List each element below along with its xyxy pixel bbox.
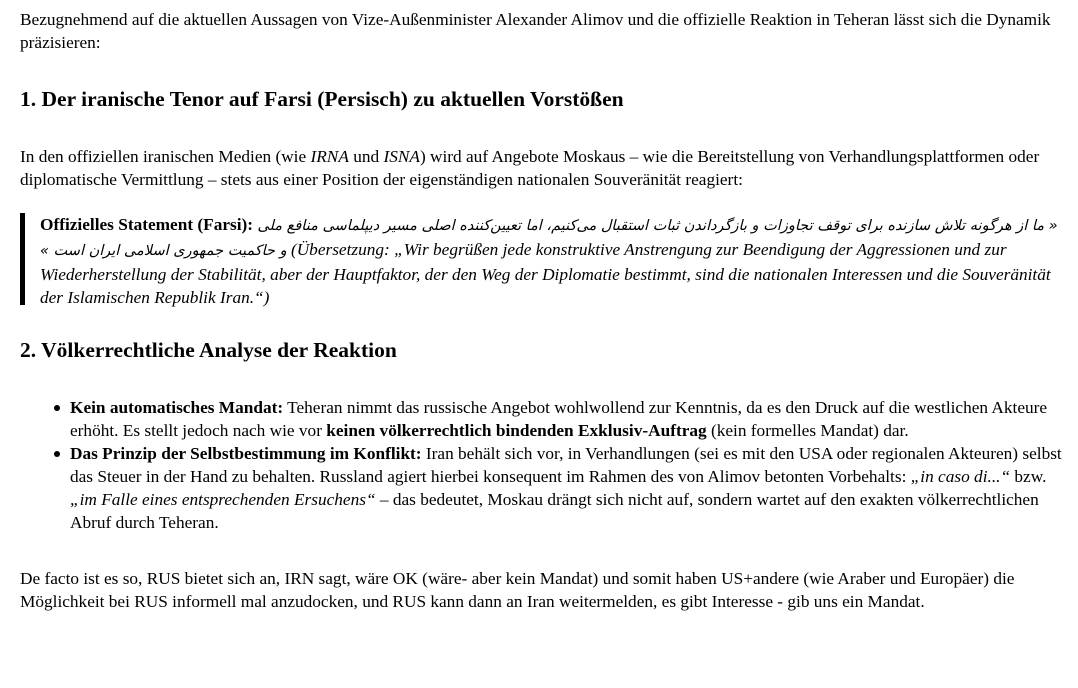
list-item-text: Teheran nimmt das russische Angebot wohlwollend zur Kenntnis, da es den Druck auf die westlichen Akteure erhöht. Es stellt jedoch nach wie vor — [70, 398, 1048, 440]
list-item-title: Kein automatisches Mandat: — [70, 398, 284, 417]
section1-heading: 1. Der iranische Tenor auf Farsi (Persisch) zu aktuellen Vorstößen — [20, 87, 624, 111]
farsi-statement: « ما از هرگونه تلاش سازنده برای توقف تجاوزات و بازگرداندن ثبات استقبال می‌کنیم، اما تعیین‌کننده اصلی مسیر دیپلماسی منافع ملی و حاکمیت جمهوری اسلامی ایران است » — [40, 218, 1058, 259]
intro-paragraph: Bezugnehmend auf die aktuellen Aussagen von Vize-Außenminister Alexander Alimov und die offizielle Reaktion in Teheran lässt sich die Dynamik präzisieren: — [20, 10, 1051, 52]
irna-name: IRNA — [310, 147, 349, 166]
list-item-text: bzw. — [1010, 467, 1047, 486]
list-item-text: (kein formelles Mandat) dar. — [706, 421, 909, 440]
list-item-bold: keinen völkerrechtlich bindenden Exklusiv-Auftrag — [326, 421, 707, 440]
statement-label: Offizielles Statement (Farsi): — [40, 215, 254, 234]
analysis-list — [20, 396, 1062, 534]
list-item-title: Das Prinzip der Selbstbestimmung im Konflikt: — [70, 444, 422, 463]
statement-translation: (Übersetzung: „Wir begrüßen jede konstruktive Anstrengung zur Beendigung der Aggressionen und zur Wiederherstellung der Stabilität, aber der Hauptfaktor, der den Weg der Diplomatie bestimmt, sind die nationalen Interessen und die Souveränität der Islamischen Republik Iran.“) — [40, 240, 1051, 307]
list-item-text: Iran behält sich vor, in Verhandlungen (sei es mit den USA oder regionalen Akteuren) selbst das Steuer in der Hand zu behalten. Russland agiert hierbei konsequent im Rahmen des von Alimov betonten Vorbehalts: — [70, 444, 1062, 486]
list-item-text: – das bedeutet, Moskau drängt sich nicht auf, sondern wartet auf den exakten völkerrechtlichen Abruf durch Teheran. — [70, 490, 1039, 532]
list-item — [70, 396, 1062, 442]
quote-in-caso-di: „in caso di...“ — [910, 467, 1011, 486]
isna-name: ISNA — [383, 147, 420, 166]
quote-im-falle: „im Falle eines entsprechenden Ersuchens“ — [70, 490, 376, 509]
list-item — [70, 442, 1062, 534]
section1-text-c: ) wird auf Angebote Moskaus – wie die Bereitstellung von Verhandlungsplattformen oder diplomatische Vermittlung – stets aus einer Position der eigenständigen nationalen Souveränität reagiert: — [20, 147, 1040, 189]
official-statement-quote — [20, 213, 1062, 305]
section1-paragraph — [20, 145, 1062, 191]
section1-text-b: und — [348, 147, 384, 166]
section1-text-a: In den offiziellen iranischen Medien (wie — [20, 147, 311, 166]
closing-paragraph: De facto ist es so, RUS bietet sich an, IRN sagt, wäre OK (wäre- aber kein Mandat) und somit haben US+andere (wie Araber und Europäer) die Möglichkeit bei RUS informell mal anzudocken, und RUS kann dann an Iran weitermelden, es gibt Interesse - gib uns ein Mandat. — [20, 569, 1015, 611]
section2-heading: 2. Völkerrechtliche Analyse der Reaktion — [20, 338, 397, 362]
